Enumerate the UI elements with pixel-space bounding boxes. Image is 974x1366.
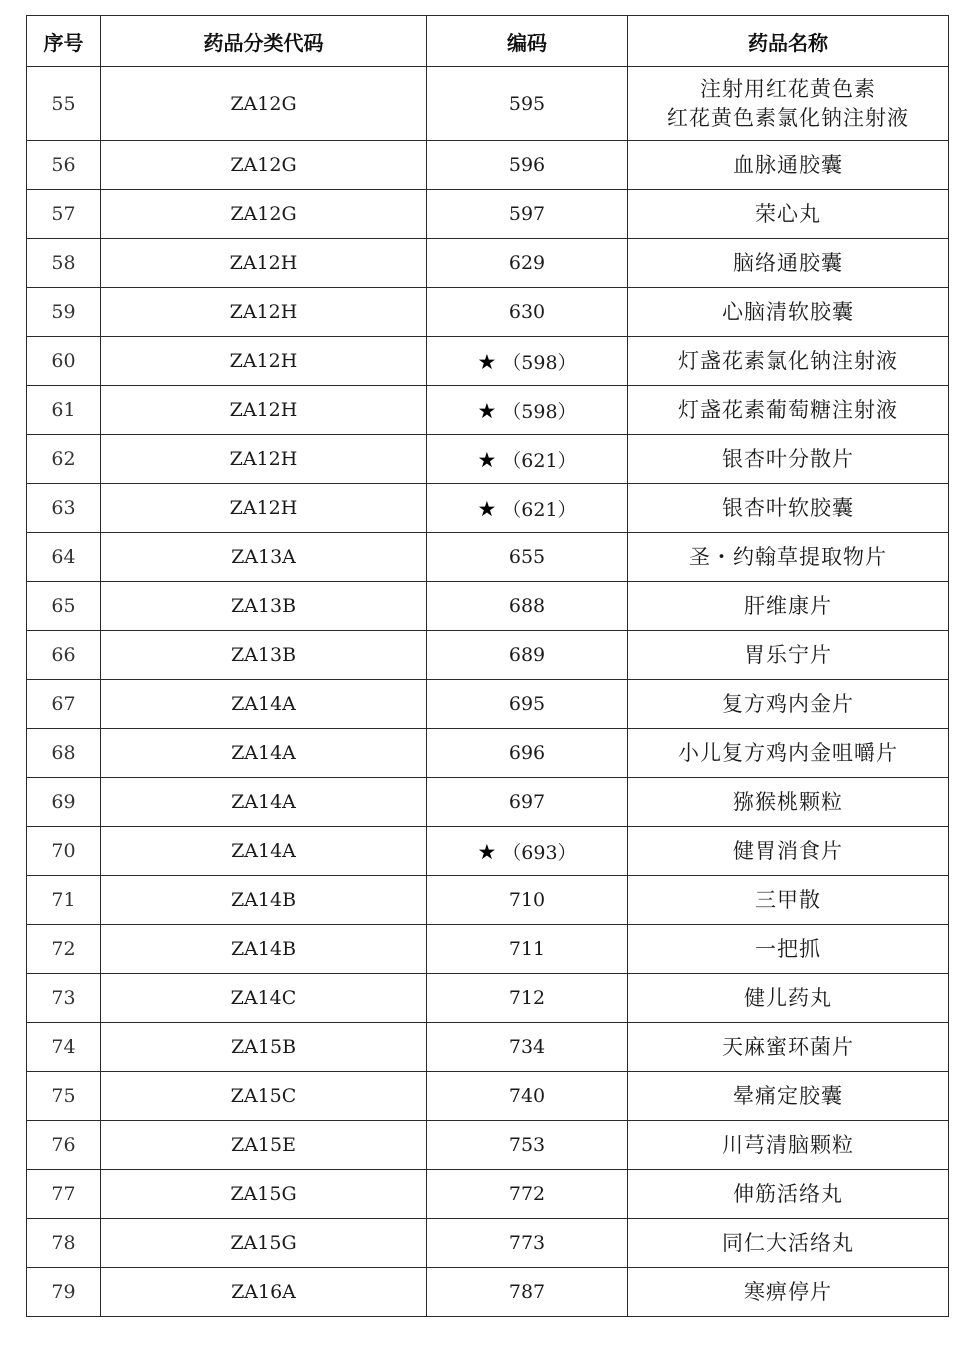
table-body bbox=[27, 67, 949, 1317]
cell-code bbox=[427, 533, 628, 582]
drug-name-line: 血脉通胶囊 bbox=[733, 152, 843, 177]
cell-code bbox=[427, 1268, 628, 1317]
cell-code bbox=[427, 288, 628, 337]
code-value: 740 bbox=[508, 1085, 546, 1107]
drug-name-line: 红花黄色素氯化钠注射液 bbox=[667, 105, 909, 130]
cell-drug-name bbox=[628, 1268, 949, 1317]
cell-seq: 72 bbox=[27, 925, 101, 974]
cell-category-code: ZA15B bbox=[101, 1023, 427, 1072]
cell-drug-name bbox=[628, 141, 949, 190]
table-row bbox=[27, 1268, 949, 1317]
cell-category-code: ZA14C bbox=[101, 974, 427, 1023]
code-value: 695 bbox=[508, 693, 546, 715]
cell-seq: 77 bbox=[27, 1170, 101, 1219]
drug-name-line: 心脑清软胶囊 bbox=[722, 299, 854, 324]
drug-name-line: 灯盏花素葡萄糖注射液 bbox=[678, 397, 898, 422]
cell-category-code: ZA12H bbox=[101, 386, 427, 435]
cell-drug-name bbox=[628, 631, 949, 680]
cell-seq: 67 bbox=[27, 680, 101, 729]
cell-drug-name bbox=[628, 827, 949, 876]
cell-category-code: ZA12G bbox=[101, 190, 427, 239]
cell-seq: 65 bbox=[27, 582, 101, 631]
cell-category-code: ZA15E bbox=[101, 1121, 427, 1170]
table-row bbox=[27, 680, 949, 729]
cell-code bbox=[427, 141, 628, 190]
code-value: 629 bbox=[508, 252, 546, 274]
cell-code bbox=[427, 778, 628, 827]
cell-drug-name bbox=[628, 876, 949, 925]
cell-category-code: ZA12G bbox=[101, 141, 427, 190]
cell-seq: 61 bbox=[27, 386, 101, 435]
cell-code bbox=[427, 729, 628, 778]
drug-name-line: 银杏叶分散片 bbox=[722, 446, 854, 471]
drug-name-line: 寒痹停片 bbox=[744, 1279, 832, 1304]
cell-drug-name bbox=[628, 435, 949, 484]
star-icon: ★ bbox=[477, 349, 497, 374]
cell-code bbox=[427, 827, 628, 876]
cell-code bbox=[427, 582, 628, 631]
cell-seq: 69 bbox=[27, 778, 101, 827]
cell-seq: 60 bbox=[27, 337, 101, 386]
table-row bbox=[27, 974, 949, 1023]
cell-code bbox=[427, 1219, 628, 1268]
cell-drug-name bbox=[628, 533, 949, 582]
drug-name-line: 健儿药丸 bbox=[744, 985, 832, 1010]
cell-code bbox=[427, 435, 628, 484]
cell-code bbox=[427, 337, 628, 386]
code-value: 711 bbox=[508, 938, 546, 960]
cell-category-code: ZA13B bbox=[101, 631, 427, 680]
code-value: 689 bbox=[508, 644, 546, 666]
drug-name-line: 胃乐宁片 bbox=[744, 642, 832, 667]
drug-name-line: 复方鸡内金片 bbox=[722, 691, 854, 716]
code-value: （621） bbox=[502, 449, 577, 472]
code-value: 712 bbox=[508, 987, 546, 1009]
code-value: 595 bbox=[508, 92, 546, 115]
table-row bbox=[27, 1170, 949, 1219]
cell-category-code: ZA14A bbox=[101, 729, 427, 778]
cell-code bbox=[427, 1072, 628, 1121]
table-row bbox=[27, 190, 949, 239]
code-value: （598） bbox=[502, 351, 577, 374]
cell-code bbox=[427, 631, 628, 680]
cell-drug-name bbox=[628, 925, 949, 974]
table-row bbox=[27, 827, 949, 876]
cell-category-code: ZA12H bbox=[101, 435, 427, 484]
code-value: 787 bbox=[508, 1281, 546, 1303]
star-icon: ★ bbox=[477, 496, 497, 521]
drug-name-line: 灯盏花素氯化钠注射液 bbox=[678, 348, 898, 373]
code-value: 597 bbox=[508, 203, 546, 225]
cell-seq: 63 bbox=[27, 484, 101, 533]
cell-seq: 58 bbox=[27, 239, 101, 288]
cell-drug-name bbox=[628, 680, 949, 729]
cell-code bbox=[427, 1170, 628, 1219]
cell-category-code: ZA12H bbox=[101, 337, 427, 386]
cell-code bbox=[427, 484, 628, 533]
cell-seq: 57 bbox=[27, 190, 101, 239]
cell-drug-name bbox=[628, 1023, 949, 1072]
header-category-code: 药品分类代码 bbox=[101, 16, 427, 67]
cell-code bbox=[427, 876, 628, 925]
code-value: 696 bbox=[508, 742, 546, 764]
drug-name-line: 同仁大活络丸 bbox=[722, 1230, 854, 1255]
cell-category-code: ZA14B bbox=[101, 876, 427, 925]
cell-category-code: ZA12H bbox=[101, 288, 427, 337]
table-row bbox=[27, 778, 949, 827]
cell-drug-name bbox=[628, 1219, 949, 1268]
cell-category-code: ZA14B bbox=[101, 925, 427, 974]
star-icon: ★ bbox=[477, 447, 497, 472]
table-row bbox=[27, 435, 949, 484]
drug-name-line: 银杏叶软胶囊 bbox=[722, 495, 854, 520]
table-row bbox=[27, 533, 949, 582]
drug-name-line: 猕猴桃颗粒 bbox=[733, 789, 843, 814]
cell-drug-name bbox=[628, 288, 949, 337]
cell-seq: 78 bbox=[27, 1219, 101, 1268]
table-row bbox=[27, 1121, 949, 1170]
drug-name-line: 天麻蜜环菌片 bbox=[722, 1034, 854, 1059]
cell-drug-name bbox=[628, 484, 949, 533]
cell-drug-name bbox=[628, 190, 949, 239]
cell-code bbox=[427, 67, 628, 141]
cell-category-code: ZA14A bbox=[101, 778, 427, 827]
drug-name-line: 一把抓 bbox=[755, 936, 821, 961]
cell-code bbox=[427, 1023, 628, 1072]
code-value: （598） bbox=[502, 400, 577, 423]
cell-seq: 75 bbox=[27, 1072, 101, 1121]
table-row bbox=[27, 239, 949, 288]
cell-category-code: ZA15G bbox=[101, 1170, 427, 1219]
drug-name-line: 荣心丸 bbox=[755, 201, 821, 226]
code-value: 596 bbox=[508, 154, 546, 176]
cell-seq: 68 bbox=[27, 729, 101, 778]
cell-seq: 74 bbox=[27, 1023, 101, 1072]
cell-code bbox=[427, 190, 628, 239]
code-value: 630 bbox=[508, 301, 546, 323]
cell-drug-name bbox=[628, 974, 949, 1023]
cell-drug-name bbox=[628, 778, 949, 827]
table-row bbox=[27, 631, 949, 680]
cell-category-code: ZA15C bbox=[101, 1072, 427, 1121]
cell-category-code: ZA16A bbox=[101, 1268, 427, 1317]
drug-name-line: 伸筋活络丸 bbox=[733, 1181, 843, 1206]
code-value: 772 bbox=[508, 1183, 546, 1205]
drug-name-line: 晕痛定胶囊 bbox=[733, 1083, 843, 1108]
cell-seq: 76 bbox=[27, 1121, 101, 1170]
table-row bbox=[27, 484, 949, 533]
cell-seq: 66 bbox=[27, 631, 101, 680]
cell-drug-name bbox=[628, 386, 949, 435]
cell-drug-name bbox=[628, 729, 949, 778]
cell-code bbox=[427, 239, 628, 288]
star-icon: ★ bbox=[477, 839, 497, 864]
code-value: 753 bbox=[508, 1134, 546, 1156]
cell-category-code: ZA12H bbox=[101, 239, 427, 288]
table-row bbox=[27, 876, 949, 925]
drug-name-line: 脑络通胶囊 bbox=[733, 250, 843, 275]
drug-name-line: 注射用红花黄色素 bbox=[700, 76, 876, 101]
drug-name-line: 圣・约翰草提取物片 bbox=[689, 544, 887, 569]
star-icon: ★ bbox=[477, 398, 497, 423]
cell-category-code: ZA12G bbox=[101, 67, 427, 141]
cell-seq: 73 bbox=[27, 974, 101, 1023]
header-code: 编码 bbox=[427, 16, 628, 67]
table-row bbox=[27, 925, 949, 974]
cell-category-code: ZA14A bbox=[101, 827, 427, 876]
table-row bbox=[27, 386, 949, 435]
code-value: 773 bbox=[508, 1232, 546, 1254]
cell-seq: 59 bbox=[27, 288, 101, 337]
cell-drug-name bbox=[628, 239, 949, 288]
header-drug-name: 药品名称 bbox=[628, 16, 949, 67]
cell-category-code: ZA13B bbox=[101, 582, 427, 631]
drug-name-line: 肝维康片 bbox=[744, 593, 832, 618]
table-row bbox=[27, 67, 949, 141]
cell-category-code: ZA14A bbox=[101, 680, 427, 729]
drug-name-line: 川芎清脑颗粒 bbox=[722, 1132, 854, 1157]
code-value: （693） bbox=[502, 841, 577, 864]
cell-drug-name bbox=[628, 1121, 949, 1170]
table-row bbox=[27, 1072, 949, 1121]
cell-seq: 56 bbox=[27, 141, 101, 190]
table-row bbox=[27, 729, 949, 778]
table-row bbox=[27, 1219, 949, 1268]
cell-code bbox=[427, 1121, 628, 1170]
table-row bbox=[27, 337, 949, 386]
drug-name-line: 小儿复方鸡内金咀嚼片 bbox=[678, 740, 898, 765]
cell-seq: 71 bbox=[27, 876, 101, 925]
code-value: 688 bbox=[508, 595, 546, 617]
code-value: 697 bbox=[508, 791, 546, 813]
cell-drug-name bbox=[628, 1072, 949, 1121]
cell-seq: 62 bbox=[27, 435, 101, 484]
cell-category-code: ZA13A bbox=[101, 533, 427, 582]
code-value: （621） bbox=[502, 498, 577, 521]
drug-name-line: 健胃消食片 bbox=[733, 838, 843, 863]
cell-drug-name bbox=[628, 582, 949, 631]
cell-seq: 64 bbox=[27, 533, 101, 582]
table-row bbox=[27, 582, 949, 631]
cell-drug-name bbox=[628, 67, 949, 141]
cell-drug-name bbox=[628, 337, 949, 386]
code-value: 655 bbox=[508, 546, 546, 568]
code-value: 710 bbox=[508, 889, 546, 911]
header-row bbox=[27, 16, 949, 67]
cell-code bbox=[427, 974, 628, 1023]
cell-seq: 70 bbox=[27, 827, 101, 876]
cell-code bbox=[427, 680, 628, 729]
table-row bbox=[27, 288, 949, 337]
drug-name-line: 三甲散 bbox=[755, 887, 821, 912]
table-row bbox=[27, 141, 949, 190]
cell-seq: 55 bbox=[27, 67, 101, 141]
cell-seq: 79 bbox=[27, 1268, 101, 1317]
cell-code bbox=[427, 925, 628, 974]
cell-drug-name bbox=[628, 1170, 949, 1219]
cell-code bbox=[427, 386, 628, 435]
cell-category-code: ZA15G bbox=[101, 1219, 427, 1268]
table-row bbox=[27, 1023, 949, 1072]
code-value: 734 bbox=[508, 1036, 546, 1058]
header-seq: 序号 bbox=[27, 16, 101, 67]
drug-catalog-table bbox=[26, 15, 949, 1317]
cell-category-code: ZA12H bbox=[101, 484, 427, 533]
